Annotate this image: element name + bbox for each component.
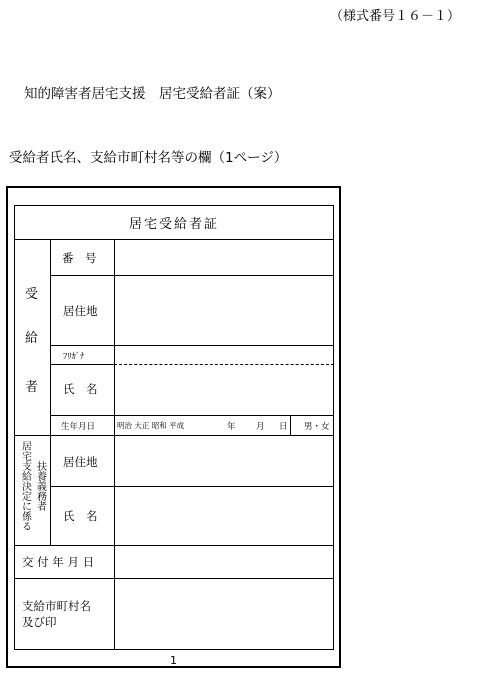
row-divider [50,345,334,346]
row-divider [50,275,334,276]
column-divider [50,239,51,545]
guardian-name-label: 氏 名 [63,509,98,523]
row-divider [50,364,114,365]
decision-group-label: 居宅支給決定に係る [19,441,31,531]
recipient-group-char-2: 給 [25,331,39,346]
table-bottom-border [14,649,334,650]
row-divider [14,578,334,579]
form-number: （様式番号１６－１） [330,9,461,24]
recipient-group-char-3: 者 [25,380,39,395]
certificate-heading: 居宅受給者証 [128,217,219,232]
column-divider [114,239,115,649]
year-unit: 年 [227,422,236,432]
day-unit: 日 [279,422,288,432]
guardian-address-label: 居住地 [63,455,98,469]
sex-options: 男・女 [304,422,330,432]
guardian-label: 扶養義務者 [34,461,46,511]
recipient-group-char-1: 受 [25,287,39,302]
address-label: 居住地 [63,304,98,318]
number-label: 番 号 [62,251,97,265]
municipality-label-line2: 及び印 [22,615,57,629]
row-divider [50,486,334,487]
municipality-label-line1: 支給市町村名 [22,599,91,613]
sex-column-divider [290,415,291,435]
row-divider [14,239,334,240]
table-right-border [333,205,334,650]
row-divider [14,545,334,546]
table-left-border [14,205,15,650]
birthdate-label: 生年月日 [61,422,96,432]
row-divider [14,435,334,436]
table-top-border [14,205,334,206]
era-options: 明治 大正 昭和 平成 [117,421,185,430]
issue-date-label: 交 付 年 月 日 [22,555,95,569]
page-number: 1 [170,654,177,667]
furigana-label: ﾌﾘｶﾞﾅ [63,352,85,362]
month-unit: 月 [256,422,265,432]
row-divider [50,415,334,416]
name-label: 氏 名 [63,382,98,396]
furigana-dashed-divider [114,364,334,365]
document-subtitle: 受給者氏名、支給市町村名等の欄（1ページ） [9,150,288,166]
document-title: 知的障害者居宅支援 居宅受給者証（案） [24,86,281,102]
